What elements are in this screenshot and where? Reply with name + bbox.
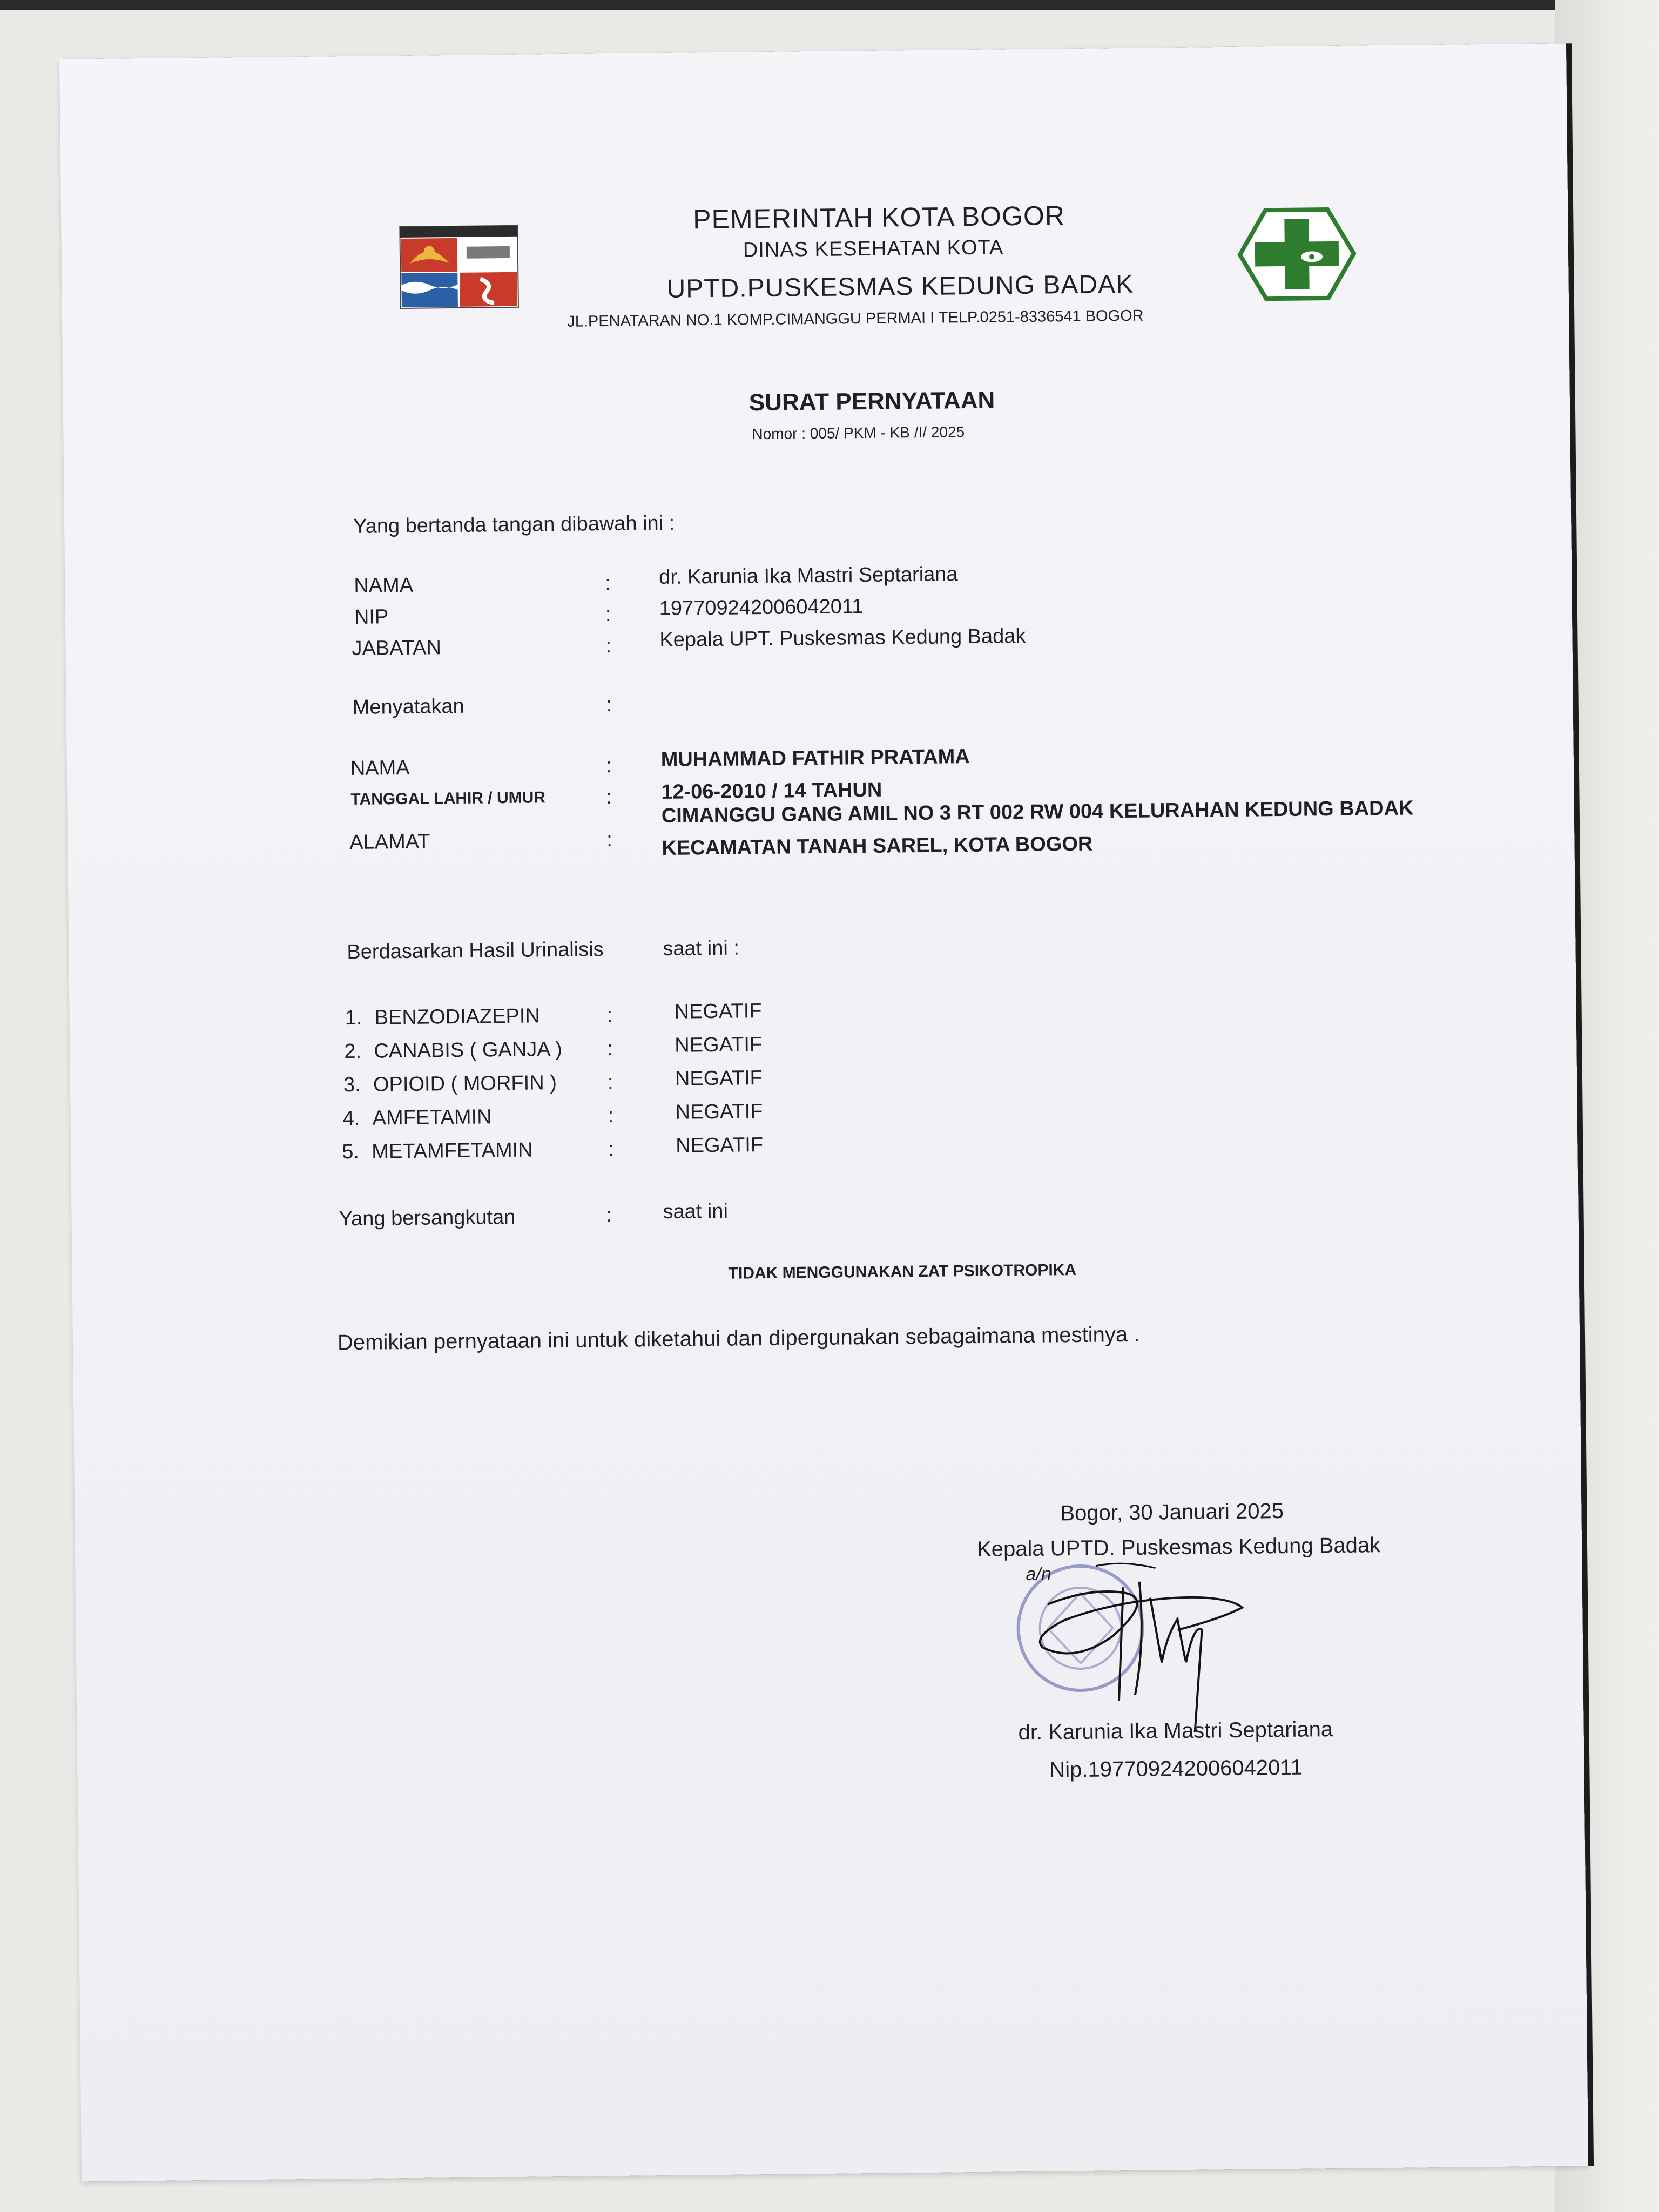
subject-name-value: MUHAMMAD FATHIR PRATAMA [660, 745, 970, 772]
subject-dob-label: TANGGAL LAHIR / UMUR [350, 788, 546, 809]
result-item-number: 2. [344, 1040, 362, 1063]
concerned-label: Yang bersangkutan [339, 1205, 516, 1231]
signature-place-date: Bogor, 30 Januari 2025 [1060, 1499, 1284, 1526]
result-item-number: 1. [345, 1006, 362, 1030]
result-item-value: NEGATIF [674, 1000, 762, 1023]
health-cross-icon [1236, 205, 1358, 303]
subject-address-label: ALAMAT [349, 830, 430, 854]
subject-dob-value: 12-06-2010 / 14 TAHUN [661, 778, 882, 804]
signer-position-label: JABATAN [352, 636, 442, 660]
result-item-name: BENZODIAZEPIN [374, 1004, 541, 1029]
result-item-value: NEGATIF [675, 1033, 763, 1057]
intro-text: Yang bertanda tangan dibawah ini : [353, 511, 675, 538]
basis-label: Berdasarkan Hasil Urinalisis [347, 938, 604, 964]
document-page [59, 43, 1588, 2181]
result-item-number: 3. [343, 1073, 361, 1097]
result-item-name: OPIOID ( MORFIN ) [373, 1071, 557, 1096]
colon: : [605, 603, 611, 626]
declares-label: Menyatakan [352, 694, 464, 719]
colon: : [606, 785, 612, 809]
subject-name-label: NAMA [350, 756, 410, 780]
result-item-name: AMFETAMIN [372, 1105, 492, 1130]
colon: : [605, 634, 612, 658]
basis-value: saat ini : [663, 936, 740, 960]
colon: : [606, 828, 613, 852]
conclusion-text: TIDAK MENGGUNAKAN ZAT PSIKOTROPIKA [728, 1261, 1077, 1283]
result-item-name: METAMFETAMIN [372, 1138, 533, 1163]
colon: : [606, 693, 612, 717]
result-item-value: NEGATIF [675, 1067, 763, 1090]
colon: : [606, 1204, 612, 1227]
result-item-number: 4. [342, 1107, 360, 1130]
signer-position-value: Kepala UPT. Puskesmas Kedung Badak [659, 624, 1026, 652]
colon: : [608, 1137, 615, 1161]
signature-an-mark: a/n [1026, 1563, 1052, 1585]
result-item-value: NEGATIF [675, 1134, 764, 1157]
header-department: DINAS KESEHATAN KOTA [743, 236, 1004, 262]
colon: : [608, 1104, 614, 1128]
header-address: JL.PENATARAN NO.1 KOMP.CIMANGGU PERMAI I TELP.0251-8336541 BOGOR [567, 307, 1144, 331]
signature-nip: Nip.197709242006042011 [1049, 1755, 1303, 1782]
signer-name-label: NAMA [354, 574, 414, 597]
document-number: Nomor : 005/ PKM - KB /I/ 2025 [752, 423, 965, 443]
signature-name: dr. Karunia Ika Mastri Septariana [1018, 1717, 1333, 1745]
result-item-number: 5. [342, 1140, 360, 1164]
colon: : [607, 1037, 613, 1061]
result-item-name: CANABIS ( GANJA ) [374, 1037, 562, 1063]
subject-address-line1: CIMANGGU GANG AMIL NO 3 RT 002 RW 004 KELURAHAN KEDUNG BADAK [661, 797, 1414, 828]
signature-role: Kepala UPTD. Puskesmas Kedung Badak [976, 1533, 1381, 1561]
background-top-strip [0, 0, 1659, 10]
header-government: PEMERINTAH KOTA BOGOR [692, 200, 1065, 235]
signer-name-value: dr. Karunia Ika Mastri Septariana [658, 563, 958, 589]
closing-statement: Demikian pernyataan ini untuk diketahui dan dipergunakan sebagaimana mestinya . [337, 1322, 1140, 1355]
signer-nip-label: NIP [354, 605, 389, 629]
subject-address-line2: KECAMATAN TANAH SAREL, KOTA BOGOR [662, 832, 1093, 860]
colon: : [605, 571, 611, 595]
header-puskesmas: UPTD.PUSKESMAS KEDUNG BADAK [666, 269, 1134, 304]
kota-bogor-logo [399, 225, 520, 309]
colon: : [607, 1070, 613, 1094]
concerned-value: saat ini [663, 1199, 729, 1224]
signer-nip-value: 197709242006042011 [659, 595, 864, 621]
result-item-value: NEGATIF [675, 1100, 763, 1124]
document-title: SURAT PERNYATAAN [748, 387, 995, 416]
colon: : [606, 1003, 613, 1027]
colon: : [605, 754, 612, 778]
